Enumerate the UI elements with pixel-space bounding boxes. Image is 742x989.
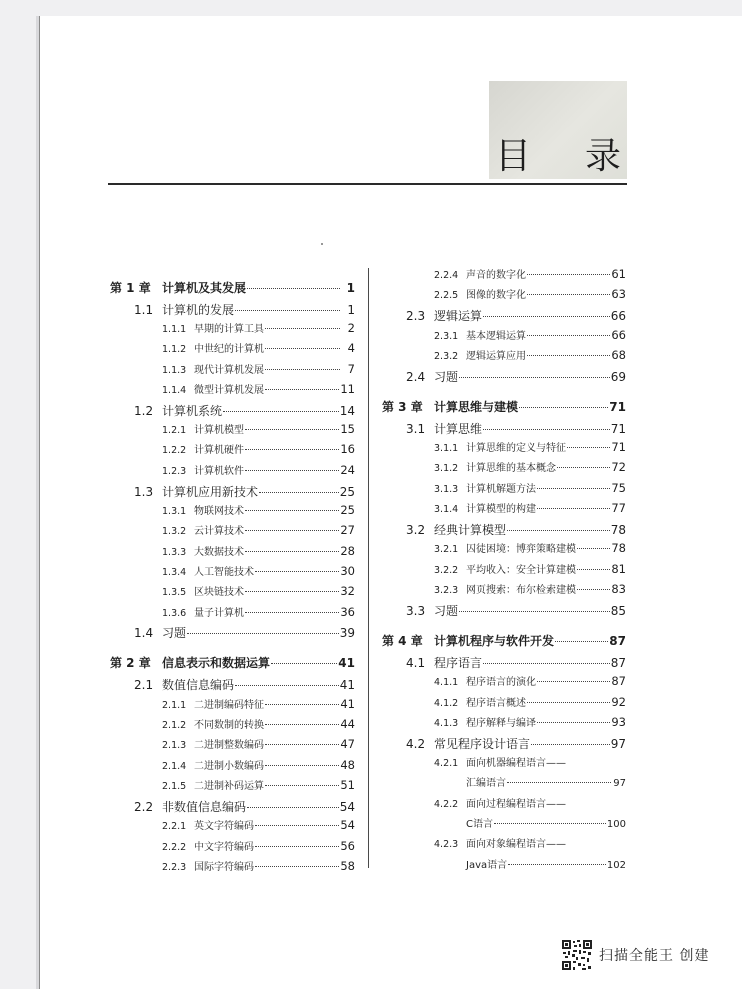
toc-entry[interactable] <box>382 815 626 835</box>
toc-entry[interactable] <box>382 367 626 387</box>
toc-entry-title: 常见程序设计语言 <box>434 736 531 751</box>
toc-leader-dots <box>265 318 340 329</box>
toc-leader-dots <box>235 673 339 687</box>
toc-entry[interactable] <box>110 502 355 522</box>
toc-entry-number: 1.1.2 <box>162 344 187 356</box>
toc-leader-dots <box>531 731 610 745</box>
toc-entry-number: 3.2.3 <box>434 584 459 596</box>
toc-leader-dots <box>483 650 610 664</box>
toc-page-number: 56 <box>340 838 355 853</box>
toc-leader-dots <box>537 712 610 723</box>
toc-page-number: 30 <box>340 563 355 578</box>
toc-leader-dots <box>255 815 339 826</box>
toc-entry[interactable] <box>382 480 626 500</box>
toc-leader-dots <box>519 394 608 408</box>
toc-leader-dots <box>245 520 339 531</box>
title-rule <box>108 183 627 185</box>
toc-entry-number: 2.2.4 <box>434 270 459 281</box>
toc-entry-title: 计算思维与建模 <box>434 399 519 414</box>
toc-entry[interactable] <box>382 734 626 754</box>
toc-entry[interactable] <box>110 817 355 837</box>
toc-page-number: 97 <box>610 736 626 751</box>
toc-page-number: 66 <box>611 327 626 342</box>
toc-page-number: 25 <box>339 484 355 499</box>
toc-entry-title: C语言 <box>466 819 493 831</box>
toc-leader-dots <box>255 561 339 572</box>
toc-entry[interactable] <box>382 327 626 347</box>
toc-entry[interactable] <box>382 653 626 673</box>
toc-page-number: 68 <box>611 347 626 362</box>
column-divider <box>368 268 369 868</box>
toc-page-number: 72 <box>611 460 626 475</box>
toc-entry-title: 汇编语言 <box>466 778 506 790</box>
toc-leader-dots <box>483 304 610 318</box>
toc-entry-number: 2.1.5 <box>162 781 187 793</box>
toc-entry-title: 人工智能技术 <box>194 566 254 578</box>
toc-leader-dots <box>527 345 610 356</box>
toc-leader-dots <box>527 692 610 703</box>
toc-page-number: 71 <box>609 399 626 414</box>
toc-entry-number: 1.4 <box>134 626 154 641</box>
toc-entry-title: 计算机硬件 <box>194 445 244 457</box>
toc-leader-dots <box>265 775 339 786</box>
toc-left-column <box>110 278 355 878</box>
toc-entry-title: 平均收入：安全计算建模 <box>466 564 576 576</box>
toc-entry-number: 4.2.2 <box>434 798 459 810</box>
toc-entry-number: 1.2.3 <box>162 465 187 477</box>
toc-page-number: 81 <box>611 561 626 576</box>
toc-page-number: 24 <box>340 462 355 477</box>
toc-page-number: 92 <box>611 694 626 709</box>
toc-entry-number: 2.2.5 <box>434 290 459 302</box>
toc-entry-title: 声音的数字化 <box>466 270 526 281</box>
toc-entry-number: 1.3.6 <box>162 607 187 619</box>
toc-entry-title: 逻辑运算应用 <box>466 350 526 362</box>
toc-entry[interactable] <box>110 482 355 502</box>
toc-page-number: 41 <box>340 696 355 711</box>
toc-leader-dots <box>265 359 340 370</box>
toc-entry-title: 中世纪的计算机 <box>194 344 264 356</box>
toc-leader-dots <box>265 714 339 725</box>
toc-leader-dots <box>557 458 610 469</box>
scan-speck <box>321 243 323 245</box>
toc-entry-title: 计算思维的基本概念 <box>466 463 556 475</box>
toc-leader-dots <box>459 598 610 612</box>
toc-entry-number: 1.3.5 <box>162 587 187 599</box>
toc-leader-dots <box>508 853 606 865</box>
toc-page-number: 83 <box>611 581 626 596</box>
toc-entry-number: 1.3.1 <box>162 506 187 518</box>
toc-page-number: 54 <box>339 799 355 814</box>
toc-entry-title: Java语言 <box>466 859 508 871</box>
toc-entry-number: 3.2.2 <box>434 564 459 576</box>
toc-entry-number: 1.2.1 <box>162 425 187 437</box>
toc-entry-number: 4.2.3 <box>434 839 459 851</box>
toc-entry[interactable] <box>382 439 626 459</box>
toc-page-number: 58 <box>340 858 355 873</box>
toc-entry-title: 非数值信息编码 <box>162 799 247 814</box>
toc-entry[interactable] <box>382 419 626 439</box>
toc-page-number: 15 <box>340 422 355 437</box>
toc-page-number: 78 <box>610 522 626 537</box>
toc-leader-dots <box>245 541 339 552</box>
toc-page-number: 1 <box>347 302 355 317</box>
toc-entry[interactable] <box>382 774 626 794</box>
toc-entry[interactable] <box>110 421 355 441</box>
toc-entry-title: 信息表示和数据运算 <box>162 656 271 671</box>
toc-leader-dots <box>577 538 610 549</box>
toc-entry-number: 第 1 章 <box>110 280 151 295</box>
toc-entry-title: 面向机器编程语言—— <box>466 758 566 770</box>
toc-right-column <box>382 266 626 876</box>
toc-entry-number: 4.2 <box>406 736 426 751</box>
toc-entry[interactable] <box>110 838 355 858</box>
toc-leader-dots <box>265 755 339 766</box>
toc-page-number: 87 <box>611 674 626 689</box>
toc-entry[interactable] <box>382 307 626 327</box>
toc-entry[interactable] <box>110 858 355 878</box>
toc-entry-title: 计算模型的构建 <box>466 504 536 516</box>
toc-entry-title: 面向对象编程语言—— <box>466 839 566 851</box>
page-title-char-1: 目 <box>495 135 532 177</box>
toc-entry-number: 4.2.1 <box>434 758 459 770</box>
toc-leader-dots <box>235 297 340 311</box>
toc-entry-title: 程序解释与编译 <box>466 717 536 729</box>
toc-entry[interactable] <box>110 757 355 777</box>
toc-entry[interactable] <box>110 624 355 644</box>
toc-page-number: 61 <box>611 267 626 281</box>
toc-entry-number: 1.1.4 <box>162 384 187 396</box>
toc-entry-number: 3.1 <box>406 421 426 436</box>
toc-leader-dots <box>537 498 610 509</box>
toc-page-number: 11 <box>340 381 355 396</box>
toc-entry-title: 计算思维的定义与特征 <box>466 443 566 455</box>
toc-entry-number: 4.1.1 <box>434 677 459 689</box>
toc-page-number: 48 <box>340 757 355 772</box>
toc-page-number: 2 <box>347 321 355 335</box>
toc-page-number: 97 <box>613 778 626 790</box>
toc-page-number: 69 <box>610 369 626 384</box>
toc-entry-number: 2.1 <box>134 678 154 693</box>
toc-leader-dots <box>247 275 340 289</box>
toc-entry[interactable] <box>382 601 626 621</box>
toc-entry-title: 中文字符编码 <box>194 841 254 853</box>
toc-entry[interactable] <box>110 340 355 360</box>
toc-entry-number: 1.3 <box>134 484 154 499</box>
toc-entry-number: 3.1.3 <box>434 483 459 495</box>
toc-entry-number: 2.2.3 <box>162 861 187 873</box>
toc-entry-title: 面向过程编程语言—— <box>466 798 566 810</box>
toc-page-number: 14 <box>339 403 355 418</box>
toc-leader-dots <box>271 651 337 665</box>
toc-entry-title: 物联网技术 <box>194 506 244 518</box>
toc-entry-number: 1.1 <box>134 302 154 317</box>
toc-entry-title: 二进制编码特征 <box>194 699 264 711</box>
toc-page-number: 102 <box>606 859 626 871</box>
toc-page-number: 16 <box>340 442 355 457</box>
toc-entry-title: 计算机及其发展 <box>162 280 247 295</box>
toc-entry[interactable] <box>382 540 626 560</box>
toc-entry-title: 计算机模型 <box>194 425 244 437</box>
toc-leader-dots <box>187 621 339 635</box>
toc-entry-title: 网页搜索：布尔检索建模 <box>466 584 576 596</box>
toc-page-number: 87 <box>609 633 626 648</box>
toc-leader-dots <box>483 416 610 430</box>
toc-page-number: 85 <box>610 603 626 618</box>
toc-entry-number: 4.1 <box>406 655 426 670</box>
toc-leader-dots <box>245 500 339 511</box>
toc-entry-number: 第 4 章 <box>382 633 423 648</box>
toc-entry-title: 基本逻辑运算 <box>466 330 526 342</box>
toc-page-number: 27 <box>340 523 355 538</box>
toc-entry-title: 不同数制的转换 <box>194 720 264 732</box>
toc-entry-number: 1.2 <box>134 403 154 418</box>
toc-leader-dots <box>265 338 340 349</box>
toc-entry[interactable] <box>110 320 355 340</box>
toc-entry-title: 云计算技术 <box>194 526 244 538</box>
toc-entry-title: 二进制整数编码 <box>194 740 264 752</box>
toc-entry-number: 2.1.2 <box>162 720 187 732</box>
toc-page-number: 54 <box>340 818 355 833</box>
toc-entry[interactable] <box>110 543 355 563</box>
toc-entry-number: 2.2.1 <box>162 821 187 833</box>
toc-page-number: 25 <box>340 503 355 518</box>
toc-entry-title: 计算机解题方法 <box>466 483 536 495</box>
toc-entry-title: 计算思维 <box>434 421 483 436</box>
toc-leader-dots <box>245 460 339 471</box>
toc-entry-number: 1.3.2 <box>162 526 187 538</box>
toc-entry-number: 3.2 <box>406 522 426 537</box>
toc-page-number: 36 <box>340 604 355 619</box>
toc-entry[interactable] <box>382 694 626 714</box>
toc-entry-title: 现代计算机发展 <box>194 364 264 376</box>
toc-entry[interactable] <box>110 676 355 696</box>
toc-entry-title: 英文字符编码 <box>194 821 254 833</box>
toc-leader-dots <box>555 628 608 642</box>
toc-entry-number: 1.3.4 <box>162 566 187 578</box>
toc-entry-title: 计算机系统 <box>162 403 223 418</box>
toc-entry-number: 2.2 <box>134 799 154 814</box>
toc-page-number: 47 <box>340 737 355 752</box>
toc-entry-number: 2.3.2 <box>434 350 459 362</box>
toc-entry-title: 图像的数字化 <box>466 290 526 302</box>
toc-leader-dots <box>245 581 339 592</box>
toc-leader-dots <box>537 671 610 682</box>
scanner-watermark <box>561 938 709 972</box>
toc-entry-number: 3.1.2 <box>434 463 459 475</box>
toc-leader-dots <box>527 325 610 336</box>
toc-entry-title: 二进制补码运算 <box>194 781 264 793</box>
toc-leader-dots <box>265 379 339 390</box>
toc-entry[interactable] <box>110 563 355 583</box>
toc-leader-dots <box>245 602 339 613</box>
toc-leader-dots <box>245 440 339 451</box>
toc-page-number: 77 <box>611 501 626 516</box>
toc-entry-number: 第 3 章 <box>382 399 423 414</box>
toc-leader-dots <box>459 364 610 378</box>
toc-entry[interactable] <box>382 673 626 693</box>
toc-entry-title: 数值信息编码 <box>162 678 235 693</box>
toc-leader-dots <box>265 694 339 705</box>
toc-entry-title: 程序语言 <box>434 655 483 670</box>
toc-entry-title: 程序语言的演化 <box>466 677 536 689</box>
toc-leader-dots <box>507 772 611 784</box>
toc-page-number: 4 <box>347 341 355 356</box>
toc-entry[interactable] <box>382 459 626 479</box>
toc-entry-number: 3.2.1 <box>434 544 459 556</box>
toc-leader-dots <box>259 479 339 493</box>
toc-entry[interactable] <box>110 736 355 756</box>
toc-entry-number: 1.1.1 <box>162 324 187 335</box>
toc-page-number: 41 <box>339 678 355 693</box>
toc-entry-title: 习题 <box>162 626 187 641</box>
toc-page-number: 71 <box>610 421 626 436</box>
toc-entry-number: 4.1.2 <box>434 697 459 709</box>
toc-entry-number: 2.1.4 <box>162 760 187 772</box>
toc-entry-title: 计算机应用新技术 <box>162 484 259 499</box>
toc-entry-number: 2.1.1 <box>162 699 187 711</box>
toc-entry-number: 1.1.3 <box>162 364 187 376</box>
toc-entry[interactable] <box>110 696 355 716</box>
toc-entry[interactable] <box>382 561 626 581</box>
toc-entry-number: 1.2.2 <box>162 445 187 457</box>
toc-entry-title: 计算机程序与软件开发 <box>434 633 555 648</box>
toc-entry[interactable] <box>110 797 355 817</box>
toc-entry-title: 囚徒困境：博弈策略建模 <box>466 544 576 556</box>
toc-page-number: 63 <box>611 287 626 302</box>
toc-entry-title: 二进制小数编码 <box>194 760 264 772</box>
toc-entry-title: 微型计算机发展 <box>194 384 264 396</box>
toc-page-number: 51 <box>340 778 355 793</box>
toc-leader-dots <box>527 284 610 295</box>
toc-entry[interactable] <box>382 266 626 286</box>
toc-entry-title: 区块链技术 <box>194 587 244 599</box>
toc-leader-dots <box>255 856 339 867</box>
toc-leader-dots <box>265 734 339 745</box>
toc-entry-title: 大数据技术 <box>194 546 244 558</box>
toc-page-number: 41 <box>338 656 355 671</box>
toc-page-number: 32 <box>340 584 355 599</box>
toc-page-number: 75 <box>611 480 626 495</box>
toc-leader-dots <box>507 517 610 531</box>
qr-code-icon <box>561 939 593 971</box>
toc-leader-dots <box>247 794 339 808</box>
toc-page-number: 44 <box>340 717 355 732</box>
toc-entry-title: 国际字符编码 <box>194 861 254 873</box>
toc-entry[interactable] <box>110 401 355 421</box>
toc-leader-dots <box>577 559 610 570</box>
toc-entry-title: 量子计算机 <box>194 607 244 619</box>
toc-entry[interactable] <box>382 856 626 876</box>
toc-entry[interactable] <box>382 520 626 540</box>
toc-entry-number: 3.1.4 <box>434 504 459 516</box>
toc-entry-number: 2.1.3 <box>162 740 187 752</box>
toc-page-number: 1 <box>346 280 355 295</box>
toc-page-number: 78 <box>611 541 626 556</box>
toc-entry-number: 2.2.2 <box>162 841 187 853</box>
toc-entry-number: 4.1.3 <box>434 717 459 729</box>
toc-entry-number: 第 2 章 <box>110 656 151 671</box>
toc-entry-title: 程序语言概述 <box>466 697 526 709</box>
toc-page-number: 71 <box>611 440 626 455</box>
page-title-char-2: 录 <box>584 135 621 177</box>
toc-entry-title: 计算机的发展 <box>162 302 235 317</box>
watermark-text: 扫描全能王 创建 <box>599 948 710 964</box>
toc-leader-dots <box>527 264 610 275</box>
toc-entry-title: 计算机软件 <box>194 465 244 477</box>
toc-entry-number: 2.3 <box>406 309 426 324</box>
toc-page-number: 28 <box>340 543 355 558</box>
toc-leader-dots <box>223 398 339 412</box>
toc-entry-number: 1.3.3 <box>162 546 187 558</box>
toc-page-number: 100 <box>606 819 626 831</box>
toc-entry[interactable] <box>110 361 355 381</box>
toc-entry-number: 2.3.1 <box>434 330 459 342</box>
toc-entry-number: 3.1.1 <box>434 443 459 455</box>
toc-leader-dots <box>245 419 339 430</box>
toc-entry-title: 经典计算模型 <box>434 522 507 537</box>
toc-leader-dots <box>577 579 610 590</box>
toc-entry-title: 逻辑运算 <box>434 309 483 324</box>
toc-leader-dots <box>255 836 339 847</box>
toc-entry[interactable] <box>110 522 355 542</box>
toc-entry[interactable] <box>110 716 355 736</box>
toc-entry-number: 2.4 <box>406 369 426 384</box>
toc-entry[interactable] <box>110 441 355 461</box>
toc-page-number: 39 <box>339 626 355 641</box>
toc-entry[interactable] <box>110 583 355 603</box>
viewer-top-strip <box>0 0 742 16</box>
toc-entry-title: 习题 <box>434 603 459 618</box>
toc-leader-dots <box>567 437 610 448</box>
toc-entry-title: 早期的计算工具 <box>194 324 264 335</box>
toc-entry-number: 3.3 <box>406 603 426 618</box>
toc-entry-title: 习题 <box>434 369 459 384</box>
toc-leader-dots <box>537 478 610 489</box>
toc-entry[interactable] <box>110 300 355 320</box>
toc-page-number: 87 <box>610 655 626 670</box>
toc-page-number: 66 <box>610 309 626 324</box>
toc-page-number: 93 <box>611 714 626 729</box>
page-title <box>489 131 627 175</box>
toc-leader-dots <box>494 813 606 825</box>
toc-page-number: 7 <box>347 361 355 376</box>
